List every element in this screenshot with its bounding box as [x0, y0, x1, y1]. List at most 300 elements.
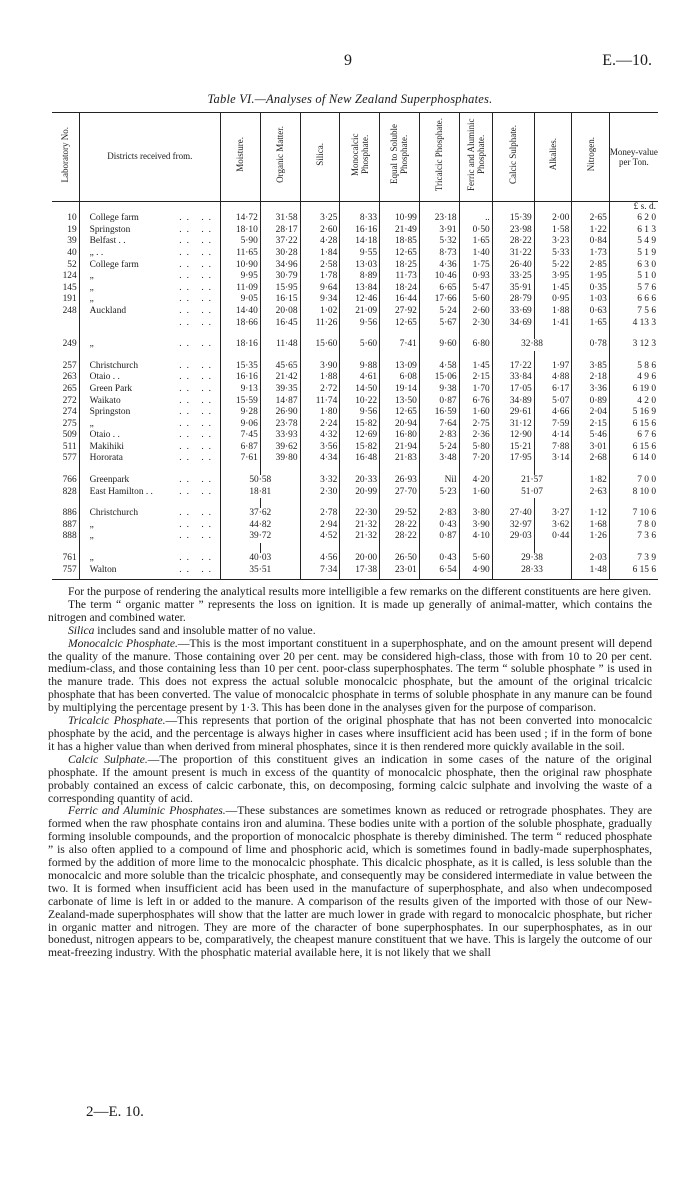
table-cell: 39·35: [260, 384, 300, 396]
table-cell: 2·15: [459, 372, 492, 384]
table-cell: 509: [62, 430, 77, 441]
table-cell: 263: [62, 372, 77, 383]
district-name: Auckland: [89, 305, 127, 316]
table-body: [52, 201, 658, 580]
district-name: Springston: [89, 224, 131, 235]
district-name: „: [89, 553, 94, 564]
table-cell: 3·56: [300, 442, 340, 454]
table-cell: 1·26: [572, 531, 610, 543]
table-cell: 44·82: [221, 520, 301, 532]
leader-dots: .. ..: [179, 224, 217, 235]
table-row: [52, 318, 658, 330]
district-name: Otaio . .: [89, 430, 120, 441]
table-cell: 3 12 3: [609, 339, 658, 351]
table-cell: 1·73: [572, 248, 610, 260]
table-cell: 17·66: [419, 294, 459, 306]
table-cell: 15·06: [419, 372, 459, 384]
table-cell: 7·20: [459, 453, 492, 465]
table-cell: 3·80: [459, 508, 492, 520]
district-name: Christchurch: [89, 360, 139, 371]
table-cell: 2·18: [572, 372, 610, 384]
table-cell: 37·62: [221, 508, 301, 520]
table-cell: 2·30: [459, 318, 492, 330]
table-cell: 9·06: [221, 419, 261, 431]
table-cell: [79, 475, 220, 487]
paragraph-calcic-sulphate: Calcic Sulphate.—The proportion of this constituent gives an indication in some cases of the nature of the original phosphate. If the amount present is much in excess of the quantity of monocalcic phosphate, then the original raw phosphate probably contained an excess of calcic carbonate, this, on decomposing, forming calcic sulphate and involving the waste of a corresponding quantity of acid.: [48, 752, 653, 805]
table-cell: 4·32: [300, 430, 340, 442]
leader-dots: .. ..: [179, 360, 217, 371]
table-cell: 3·27: [534, 508, 572, 520]
table-cell: 23·98: [492, 225, 534, 237]
table-cell: 15·60: [300, 339, 340, 351]
table-cell: 3·01: [572, 442, 610, 454]
district-name: Belfast . .: [89, 236, 126, 247]
table-cell: 11·48: [260, 339, 300, 351]
table-cell: 18·24: [380, 283, 420, 295]
table-cell: 26·90: [260, 407, 300, 419]
table-cell: 1·97: [534, 361, 572, 373]
table-cell: 4 9 6: [609, 372, 658, 384]
table-cell: 5 16 9: [609, 407, 658, 419]
table-cell: 7 3 6: [609, 531, 658, 543]
table-cell: 18·10: [221, 225, 261, 237]
table-cell: 1·12: [572, 508, 610, 520]
table-row: [52, 475, 658, 487]
page-number: 9: [344, 52, 352, 69]
table-cell: 766: [62, 475, 77, 486]
table-cell: 9·05: [221, 294, 261, 306]
table-cell: 16·16: [340, 225, 380, 237]
table-cell: 3·36: [572, 384, 610, 396]
row-spacer: [52, 329, 658, 339]
table-cell: 16·48: [340, 453, 380, 465]
table-cell: 1·95: [572, 271, 610, 283]
table-cell: 13·09: [380, 361, 420, 373]
table-row: [52, 225, 658, 237]
leader-dots: .. ..: [179, 259, 217, 270]
table-cell: 1·22: [572, 225, 610, 237]
table-cell: 6 2 0: [609, 213, 658, 225]
table-cell: 6·54: [419, 565, 459, 580]
table-cell: 16·59: [419, 407, 459, 419]
table-cell: 26·40: [492, 260, 534, 272]
table-cell: 1·45: [534, 283, 572, 295]
table-cell: 16·44: [380, 294, 420, 306]
table-cell: 40·03: [221, 553, 301, 565]
table-cell: 6 14 0: [609, 453, 658, 465]
table-cell: 1·60: [459, 487, 492, 499]
table-cell: 7·88: [534, 442, 572, 454]
table-cell: 2·83: [419, 508, 459, 520]
units-row: [52, 201, 658, 213]
table-cell: 1·65: [572, 318, 610, 330]
paragraph-lead-term: Calcic Sulphate.: [68, 752, 148, 766]
table-cell: 3·90: [459, 520, 492, 532]
table-cell: 1·78: [300, 271, 340, 283]
table-cell: 8 10 0: [609, 487, 658, 499]
table-cell: 12·46: [340, 294, 380, 306]
col-header: Districts received from.: [79, 113, 220, 202]
table-cell: 3·91: [419, 225, 459, 237]
table-cell: 6 6 6: [609, 294, 658, 306]
col-header: Money-value per Ton.: [609, 113, 658, 202]
leader-dots: .. ..: [179, 519, 217, 530]
table-cell: 10·22: [340, 396, 380, 408]
table-cell: 8·73: [419, 248, 459, 260]
table-cell: [79, 430, 220, 442]
table-row: [52, 306, 658, 318]
table-cell: 5 1 0: [609, 271, 658, 283]
table-cell: 1·65: [459, 236, 492, 248]
district-name: „: [89, 294, 94, 305]
table-cell: 14·87: [260, 396, 300, 408]
page-header: [0, 52, 700, 72]
table-cell: [79, 248, 220, 260]
leader-dots: .. ..: [179, 282, 217, 293]
table-cell: 191: [62, 294, 77, 305]
table-cell: 5·90: [221, 236, 261, 248]
table-cell: 7·59: [534, 419, 572, 431]
district-name: Waikato: [89, 395, 121, 406]
table-cell: [79, 508, 220, 520]
table-cell: 757: [52, 565, 79, 580]
table-cell: 18·66: [221, 318, 261, 330]
table-cell: [79, 361, 220, 373]
table-cell: 11·26: [300, 318, 340, 330]
table-cell: 34·89: [492, 396, 534, 408]
table-cell: 2·72: [300, 384, 340, 396]
table-cell: 5·46: [572, 430, 610, 442]
table-cell: 51·07: [492, 487, 572, 499]
table-cell: 2·24: [300, 419, 340, 431]
table-cell: 50·58: [221, 475, 301, 487]
table-cell: 28·22: [380, 531, 420, 543]
table-cell: 12·69: [340, 430, 380, 442]
table-cell: 5·60: [459, 294, 492, 306]
leader-dots: .. ..: [179, 372, 217, 383]
table-cell: 272: [62, 395, 77, 406]
paragraph-tricalcic: Tricalcic Phosphate.—This represents that portion of the original phosphate that has not been converted into monocalcic phosphate by the acid, and the percentage is always higher in cases where insufficient acid has been used ; if in the form of bone it has a higher value than when derived from mineral phosphates, since it is then rendered more quickly available in the soil.: [48, 714, 652, 753]
table-cell: [79, 553, 220, 565]
table-cell: 9·34: [300, 294, 340, 306]
table-cell: 5·80: [459, 442, 492, 454]
district-name: East Hamilton . .: [89, 486, 153, 497]
table-cell: 29·38: [492, 553, 572, 565]
table-cell: 39·72: [221, 531, 301, 543]
table-cell: 23·01: [380, 565, 420, 580]
leader-dots: .. ..: [179, 508, 217, 519]
table-cell: 2·94: [300, 520, 340, 532]
table-cell: 18·81: [221, 487, 301, 499]
table-cell: 0·87: [419, 531, 459, 543]
table-cell: 16·80: [380, 430, 420, 442]
table-cell: 5·60: [340, 339, 380, 351]
row-spacer: [52, 543, 658, 553]
table-cell: [79, 487, 220, 499]
table-cell: 17·22: [492, 361, 534, 373]
col-header: Organic Matter.: [260, 113, 300, 202]
table-cell: 9·88: [340, 361, 380, 373]
table-cell: [79, 339, 220, 351]
table-cell: 9·13: [221, 384, 261, 396]
table-cell: 7·64: [419, 419, 459, 431]
leader-dots: .. ..: [179, 486, 217, 497]
table-cell: 124: [62, 271, 77, 282]
table-cell: 1·45: [459, 361, 492, 373]
table-cell: 28·79: [492, 294, 534, 306]
table-cell: 275: [62, 418, 77, 429]
table-cell: 5 8 6: [609, 361, 658, 373]
paragraph-lead-term: Monocalcic Phosphate.: [68, 636, 178, 650]
table-cell: 18·25: [380, 260, 420, 272]
table-cell: 21·32: [340, 531, 380, 543]
col-header: Calcic Sulphate.: [492, 113, 534, 202]
table-cell: 4·34: [300, 453, 340, 465]
table-cell: 30·79: [260, 271, 300, 283]
table-cell: 2·58: [300, 260, 340, 272]
district-name: Green Park: [89, 383, 133, 394]
table-cell: 21·83: [380, 453, 420, 465]
table-cell: 1·75: [459, 260, 492, 272]
leader-dots: .. ..: [179, 418, 217, 429]
table-cell: 6 7 6: [609, 430, 658, 442]
table-cell: 1·68: [572, 520, 610, 532]
district-name: „: [89, 282, 94, 293]
table-cell: 6·17: [534, 384, 572, 396]
table-cell: 6·08: [380, 372, 420, 384]
table-cell: 1·84: [300, 248, 340, 260]
table-cell: 28·22: [492, 236, 534, 248]
table-cell: 1·48: [572, 565, 610, 580]
col-header: Laboratory No.: [52, 113, 79, 202]
leader-dots: .. ..: [179, 271, 217, 282]
table-cell: 16·16: [221, 372, 261, 384]
table-cell: 34·69: [492, 318, 534, 330]
table-row: [52, 271, 658, 283]
col-header: Equal to Soluble Phosphate.: [380, 113, 420, 202]
table-cell: 1·40: [459, 248, 492, 260]
col-header: Tricalcic Phosphate.: [419, 113, 459, 202]
paragraph-silica: Silica includes sand and insoluble matter of no value.: [68, 623, 316, 637]
district-name: College farm: [89, 213, 139, 224]
table-cell: 40: [67, 247, 77, 258]
table-row: [52, 565, 658, 580]
table-cell: [79, 306, 220, 318]
table-cell: 21·09: [340, 306, 380, 318]
table-cell: 29·03: [492, 531, 534, 543]
document-reference: E.—10.: [602, 52, 652, 69]
table-cell: 20·00: [340, 553, 380, 565]
table-cell: 18·85: [380, 236, 420, 248]
table-row: [52, 283, 658, 295]
table-cell: 8·33: [340, 213, 380, 225]
table-cell: 5 7 6: [609, 283, 658, 295]
table-cell: 20·99: [340, 487, 380, 499]
table-cell: [79, 294, 220, 306]
table-cell: 32·97: [492, 520, 534, 532]
leader-dots: .. ..: [179, 553, 217, 564]
table-row: [52, 453, 658, 465]
table-cell: 15·82: [340, 419, 380, 431]
table-cell: 5·67: [419, 318, 459, 330]
table-cell: 17·95: [492, 453, 534, 465]
table-cell: 2·78: [300, 508, 340, 520]
table-row: [52, 384, 658, 396]
table-cell: 2·60: [459, 306, 492, 318]
table-cell: 15·95: [260, 283, 300, 295]
table-cell: 511: [62, 441, 77, 452]
table-cell: 20·94: [380, 419, 420, 431]
district-name: „: [89, 418, 94, 429]
table-cell: 2·60: [300, 225, 340, 237]
table-cell: 9·56: [340, 318, 380, 330]
row-spacer: [52, 351, 658, 361]
leader-dots: .. ..: [179, 475, 217, 486]
table-cell: 887: [62, 519, 77, 530]
table-cell: 2·63: [572, 487, 610, 499]
table-cell: 3·14: [534, 453, 572, 465]
table-cell: 17·38: [340, 565, 380, 580]
page-signature: 2—E. 10.: [86, 1104, 144, 1120]
district-name: Otaio . .: [89, 372, 120, 383]
district-name: „: [89, 519, 94, 530]
table-cell: 7·45: [221, 430, 261, 442]
paragraph-ferric-aluminic: Ferric and Aluminic Phosphates.—These substances are sometimes known as reduced or retrograde phosphates. They are formed when the raw phosphate contains iron and alumina. These bodies unite with a portion of the soluble phosphate, gradually forming insoluble compounds, and the proportion of monocalcic phosphate is thereby diminished. The term “ reduced phosphate ” is also often applied to a compound of lime and phosphoric acid, which is sometimes found in badly-made superphosphates, formed by the addition of more lime to the monocalcic phosphate. This dicalcic phosphate, as it is called, is less soluble than the monocalcic and more soluble than the tricalcic phosphate, and consequently may be considered intermediate in value between the two. It is formed when insufficient acid has been used in the manufacture of superphosphate, and also when undecomposed carbonate of lime is left in or added to the manure. A comparison of the results given of the imported with those of our New-Zealand-made superphosphates will show that the latter are much lower in grade with regard to monocalcic phosphate, but richer in organic matter and nitrogen. They are more of the character of bone superphosphates. In our superphosphates, as in our bonedust, nitrogen appears to be, comparatively, the cheapest manure constituent that we have. This is largely the outcome of our meat-freezing industry. With the phosphatic material available here, it is not likely that we shall: [48, 804, 652, 960]
district-name: Christchurch: [89, 508, 139, 519]
table-cell: 9·55: [340, 248, 380, 260]
table-cell: 7 8 0: [609, 520, 658, 532]
table-cell: 12·65: [380, 248, 420, 260]
table-cell: 0·78: [572, 339, 610, 351]
table-header-row: [52, 113, 658, 202]
paragraph-organic-matter: The term “ organic matter ” represents the loss on ignition. It is made up generally of animal-matter, which contains the nitrogen and combined water.: [48, 597, 652, 624]
table-cell: 0·44: [534, 531, 572, 543]
table-cell: 6·80: [459, 339, 492, 351]
table-cell: 5·24: [419, 306, 459, 318]
table-cell: 19: [67, 224, 77, 235]
table-cell: 7 5 6: [609, 306, 658, 318]
table-cell: 29·52: [380, 508, 420, 520]
leader-dots: .. ..: [179, 317, 217, 328]
table-cell: 5·33: [534, 248, 572, 260]
table-cell: 0·87: [419, 396, 459, 408]
paragraph-intro: For the purpose of rendering the analytical results more intelligible a few remarks on the different constituents are here given.: [68, 585, 652, 598]
table-cell: 1·88: [300, 372, 340, 384]
table-cell: 5·23: [419, 487, 459, 499]
leader-dots: .. ..: [179, 339, 217, 350]
table-cell: 0·84: [572, 236, 610, 248]
table-cell: [79, 260, 220, 272]
table-cell: 145: [62, 282, 77, 293]
table-cell: 30·28: [260, 248, 300, 260]
table-cell: 2·15: [572, 419, 610, 431]
table-cell: 12·65: [380, 318, 420, 330]
table-cell: 828: [62, 486, 77, 497]
analyses-table: [52, 112, 658, 580]
body-text: [48, 586, 652, 960]
table-cell: 27·70: [380, 487, 420, 499]
table-cell: 2·75: [459, 419, 492, 431]
table-cell: 15·35: [221, 361, 261, 373]
table-cell: 52: [67, 259, 77, 270]
table-cell: [79, 520, 220, 532]
table-cell: 23·78: [260, 419, 300, 431]
table-cell: 1·88: [534, 306, 572, 318]
leader-dots: .. ..: [179, 430, 217, 441]
table-cell: 4·58: [419, 361, 459, 373]
table-cell: 5·22: [534, 260, 572, 272]
table-cell: 8·89: [340, 271, 380, 283]
table-cell: [79, 565, 220, 580]
table-cell: 31·12: [492, 419, 534, 431]
table-cell: 35·51: [221, 565, 301, 580]
leader-dots: .. ..: [179, 441, 217, 452]
table-cell: 13·03: [340, 260, 380, 272]
table-cell: 0·95: [534, 294, 572, 306]
table-cell: [79, 442, 220, 454]
district-name: „ . .: [89, 247, 104, 258]
table-cell: 11·09: [221, 283, 261, 295]
table-cell: 7·41: [380, 339, 420, 351]
paragraph-lead-term: Tricalcic Phosphate.: [68, 714, 166, 728]
row-spacer: [52, 465, 658, 475]
table-cell: 577: [62, 453, 77, 464]
table-cell: 31·58: [260, 213, 300, 225]
table-cell: 3·25: [300, 213, 340, 225]
table-cell: 4·90: [459, 565, 492, 580]
table-cell: 18·16: [221, 339, 261, 351]
table-cell: 7·34: [300, 565, 340, 580]
table-cell: 5·47: [459, 283, 492, 295]
table-cell: 28·22: [380, 520, 420, 532]
table-cell: [79, 453, 220, 465]
table-cell: 0·50: [459, 225, 492, 237]
table-cell: 10·99: [380, 213, 420, 225]
table-cell: 249: [62, 339, 77, 350]
table-cell: 4·36: [419, 260, 459, 272]
table-cell: 0·93: [459, 271, 492, 283]
table-row: [52, 419, 658, 431]
table-cell: 1·80: [300, 407, 340, 419]
table-cell: 2·36: [459, 430, 492, 442]
table-cell: 9·64: [300, 283, 340, 295]
leader-dots: .. ..: [179, 564, 217, 575]
table-row: [52, 520, 658, 532]
table-cell: 1·82: [572, 475, 610, 487]
table-cell: 26·50: [380, 553, 420, 565]
table-cell: 21·32: [340, 520, 380, 532]
table-cell: 3·85: [572, 361, 610, 373]
money-units: £ s. d.: [609, 201, 658, 213]
table-cell: 4·14: [534, 430, 572, 442]
table-cell: 265: [62, 383, 77, 394]
table-cell: [79, 283, 220, 295]
table-cell: 248: [62, 305, 77, 316]
table-cell: 6·87: [221, 442, 261, 454]
table-cell: 3·90: [300, 361, 340, 373]
table-cell: 3·23: [534, 236, 572, 248]
table-cell: 1·60: [459, 407, 492, 419]
table-row: [52, 553, 658, 565]
table-cell: 2·04: [572, 407, 610, 419]
table-cell: 12·90: [492, 430, 534, 442]
table-cell: 4 13 3: [609, 318, 658, 330]
table-cell: 15·82: [340, 442, 380, 454]
table-cell: 7·61: [221, 453, 261, 465]
table-cell: 2·85: [572, 260, 610, 272]
table-row: [52, 487, 658, 499]
table-cell: [79, 318, 220, 330]
